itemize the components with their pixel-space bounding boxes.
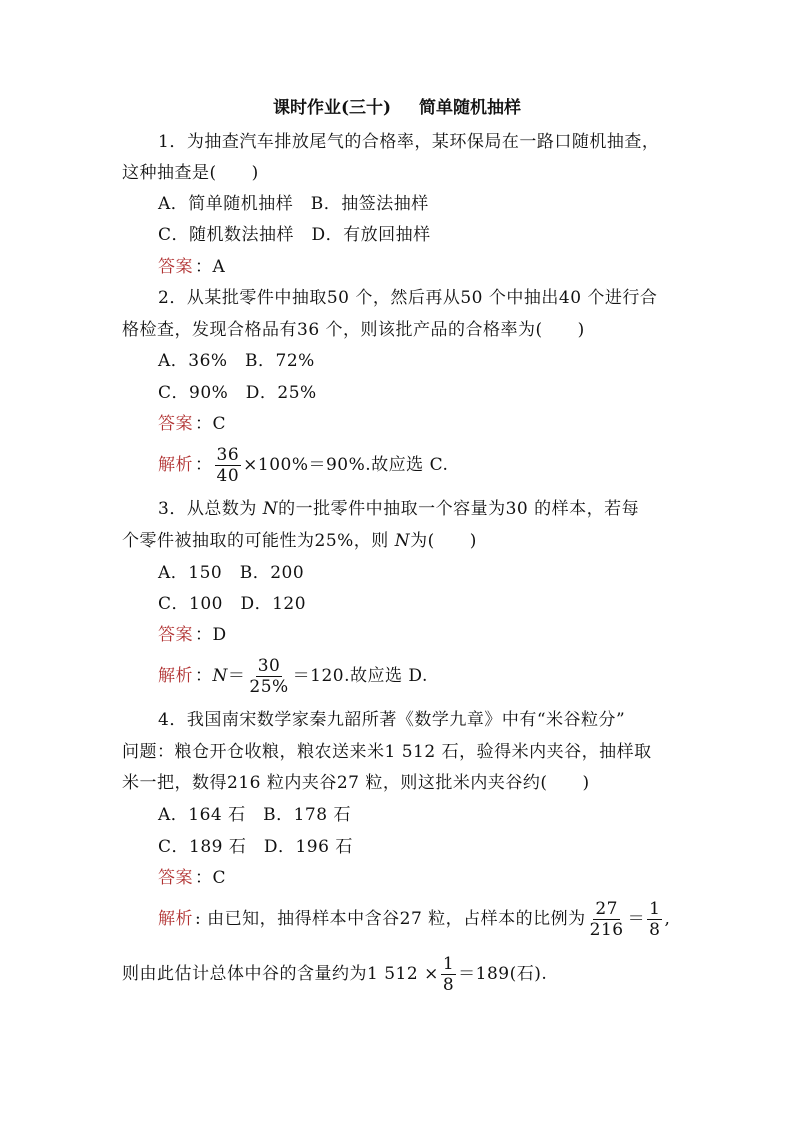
q4-analysis: 解析 : 由已知，抽得样本中含谷27 粒，占样本的比例为 $\frac{27}{216}$ ＝ $\frac{1}{8}$ , [158, 899, 671, 940]
fraction: $\frac{27}{216}$ [589, 899, 624, 940]
analysis-label: 解析 [158, 909, 193, 929]
answer-label: 答案 [158, 868, 193, 888]
var-n: N [394, 531, 411, 551]
q2-line-1: 2．从某批零件中抽取50 个，然后再从50 个中抽出40 个进行合 [158, 288, 658, 308]
q2-analysis: 解析 ： $\frac{36}{40}$ ×100%＝90%.故应选 C. [158, 445, 449, 486]
answer-value: ：C [195, 868, 227, 888]
q3-answer [158, 623, 227, 647]
answer-label: 答案 [158, 625, 193, 645]
answer-value: ：D [195, 625, 227, 645]
q3-line-2: 个零件被抽取的可能性为25%，则 N为( ) [122, 531, 477, 551]
q1-line-1: 1．为抽查汽车排放尾气的合格率，某环保局在一路口随机抽查， [158, 132, 660, 152]
q2-answer [158, 412, 226, 436]
q1-options-ab: A．简单随机抽样 B．抽签法抽样 [158, 194, 429, 214]
q3-line-1: 3．从总数为 N的一批零件中抽取一个容量为30 的样本，若每 [158, 499, 640, 519]
q4-line-2: 问题：粮仓开仓收粮，粮农送来米1 512 石，验得米内夹谷，抽样取 [122, 742, 652, 762]
fraction: $\frac{30}{25\%}$ [249, 656, 289, 697]
var-n: N [262, 499, 279, 519]
q1-line-2: 这种抽查是( ) [122, 163, 259, 183]
page-title [0, 96, 794, 120]
q4-options-ab: A．164 石 B．178 石 [158, 805, 351, 825]
q4-options-cd: C．189 石 D．196 石 [158, 837, 353, 857]
q3-options-cd: C．100 D．120 [158, 594, 307, 614]
q1-answer [158, 255, 225, 279]
analysis-text: ×100%＝90%.故应选 C. [243, 455, 449, 475]
fraction: $\frac{36}{40}$ [216, 445, 240, 486]
fraction: $\frac{1}{8}$ [442, 954, 455, 995]
q3-options-ab: A．150 B．200 [158, 563, 305, 583]
q2-options-cd: C．90% D．25% [158, 383, 317, 403]
fraction: $\frac{1}{8}$ [649, 899, 661, 940]
q2-line-2: 格检查，发现合格品有36 个，则该批产品的合格率为( ) [122, 320, 585, 340]
var-n: N [212, 666, 228, 686]
answer-label: 答案 [158, 257, 193, 277]
q1-options-cd: C．随机数法抽样 D．有放回抽样 [158, 225, 431, 245]
title-sub: 简单随机抽样 [419, 98, 522, 118]
answer-value: ：C [195, 414, 227, 434]
q4-line-1: 4．我国南宋数学家秦九韶所著《数学九章》中有“米谷粒分” [158, 710, 626, 730]
analysis-label: 解析 [158, 455, 193, 475]
answer-value: ：A [195, 257, 226, 277]
q2-options-ab: A．36% B．72% [158, 351, 315, 371]
q3-analysis: 解析 ：N＝ $\frac{30}{25\%}$ ＝120.故应选 D. [158, 656, 428, 697]
q4-analysis-line-2: 则由此估计总体中谷的含量约为1 512 × $\frac{1}{8}$ ＝189(石). [122, 954, 548, 995]
q4-line-3: 米一把，数得216 粒内夹谷27 粒，则这批米内夹谷约( ) [122, 773, 590, 793]
analysis-label: 解析 [158, 666, 193, 686]
q4-answer [158, 866, 226, 890]
analysis-text: : 由已知，抽得样本中含谷27 粒，占样本的比例为 [195, 909, 586, 929]
title-main: 课时作业(三十) [272, 98, 392, 118]
analysis-text: ＝120.故应选 D. [292, 666, 428, 686]
answer-label: 答案 [158, 414, 193, 434]
